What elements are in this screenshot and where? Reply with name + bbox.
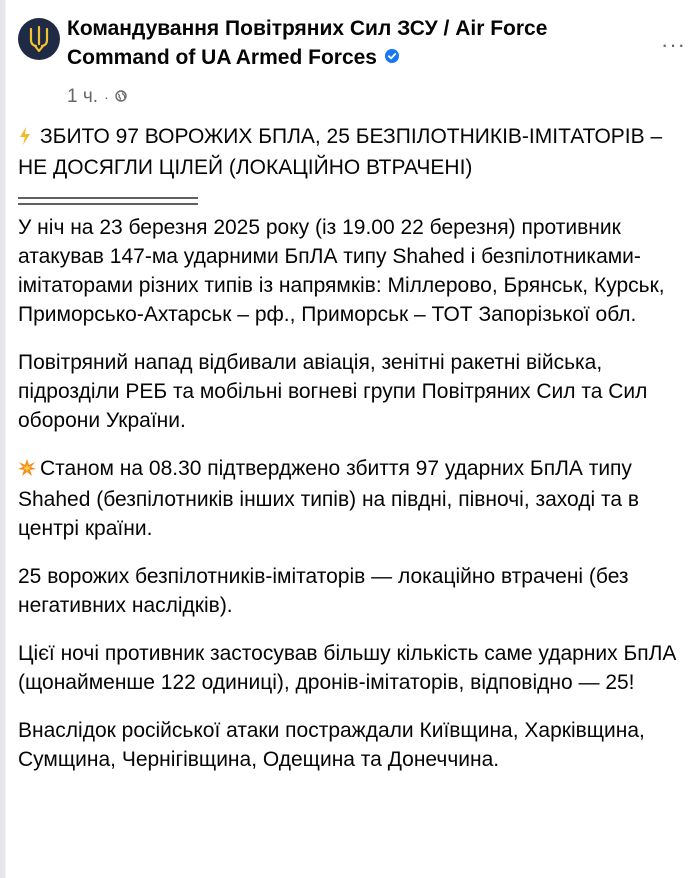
lightning-icon xyxy=(18,124,36,153)
more-options-icon[interactable]: ··· xyxy=(661,32,686,57)
post-header xyxy=(18,10,688,110)
separator-line xyxy=(18,197,198,211)
trident-icon xyxy=(27,26,51,52)
paragraph-shotdown xyxy=(18,454,688,543)
meta-separator: · xyxy=(104,89,109,105)
paragraph-attack: У ніч на 23 березня 2025 року (із 19.00 22 березня) противник атакував 147-ма ударними БпЛА типу Shahed і безпілотниками-імітаторами різних типів із напрямків: Міллерово, Брянськ, Курськ, Приморсько-Ахтарськ – рф., Приморськ – ТОТ Запорізької обл. xyxy=(18,216,665,326)
post-timestamp-link[interactable]: 1 ч. xyxy=(67,86,99,107)
headline-text: ЗБИТО 97 ВОРОЖИХ БПЛА, 25 БЕЗПІЛОТНИКІВ-ІМІТАТОРІВ – НЕ ДОСЯГЛИ ЦІЛЕЙ (ЛОКАЦІЙНО ВТРАЧЕНІ) xyxy=(18,125,663,179)
verified-badge-icon xyxy=(385,42,399,71)
paragraph-counts: Цієї ночі противник застосував більшу кількість саме ударних БпЛА (щонайменше 122 одиниці), дронів-імітаторів, відповідно — 25! xyxy=(18,642,677,694)
globe-icon[interactable] xyxy=(115,86,127,108)
paragraph-imitators: 25 ворожих безпілотників-імітаторів — локаційно втрачені (без негативних наслідків). xyxy=(18,565,629,617)
header-text xyxy=(67,10,647,108)
page-name-text[interactable]: Командування Повітряних Сил ЗСУ / Air Force Command of UA Armed Forces xyxy=(67,17,548,69)
page-name-link[interactable] xyxy=(67,14,647,72)
paragraph-defense: Повітряний напад відбивали авіація, зенітні ракетні війська, підрозділи РЕБ та мобільні вогневі групи Повітряних Сил та Сил оборони України. xyxy=(18,351,648,432)
paragraph-regions: Внаслідок російської атаки постраждали Київщина, Харківщина, Сумщина, Чернігівщина, Одещина та Донеччина. xyxy=(18,719,645,771)
post-meta xyxy=(67,86,647,108)
collision-icon xyxy=(18,456,36,485)
page-avatar[interactable] xyxy=(18,18,60,60)
facebook-post xyxy=(18,10,688,793)
left-edge-line xyxy=(5,0,6,878)
post-headline xyxy=(18,122,688,182)
post-body xyxy=(18,122,688,774)
shotdown-text: Станом на 08.30 підтверджено збиття 97 ударних БпЛА типу Shahed (безпілотників інших типів) на півдні, півночі, заході та в центрі країни. xyxy=(18,457,640,540)
